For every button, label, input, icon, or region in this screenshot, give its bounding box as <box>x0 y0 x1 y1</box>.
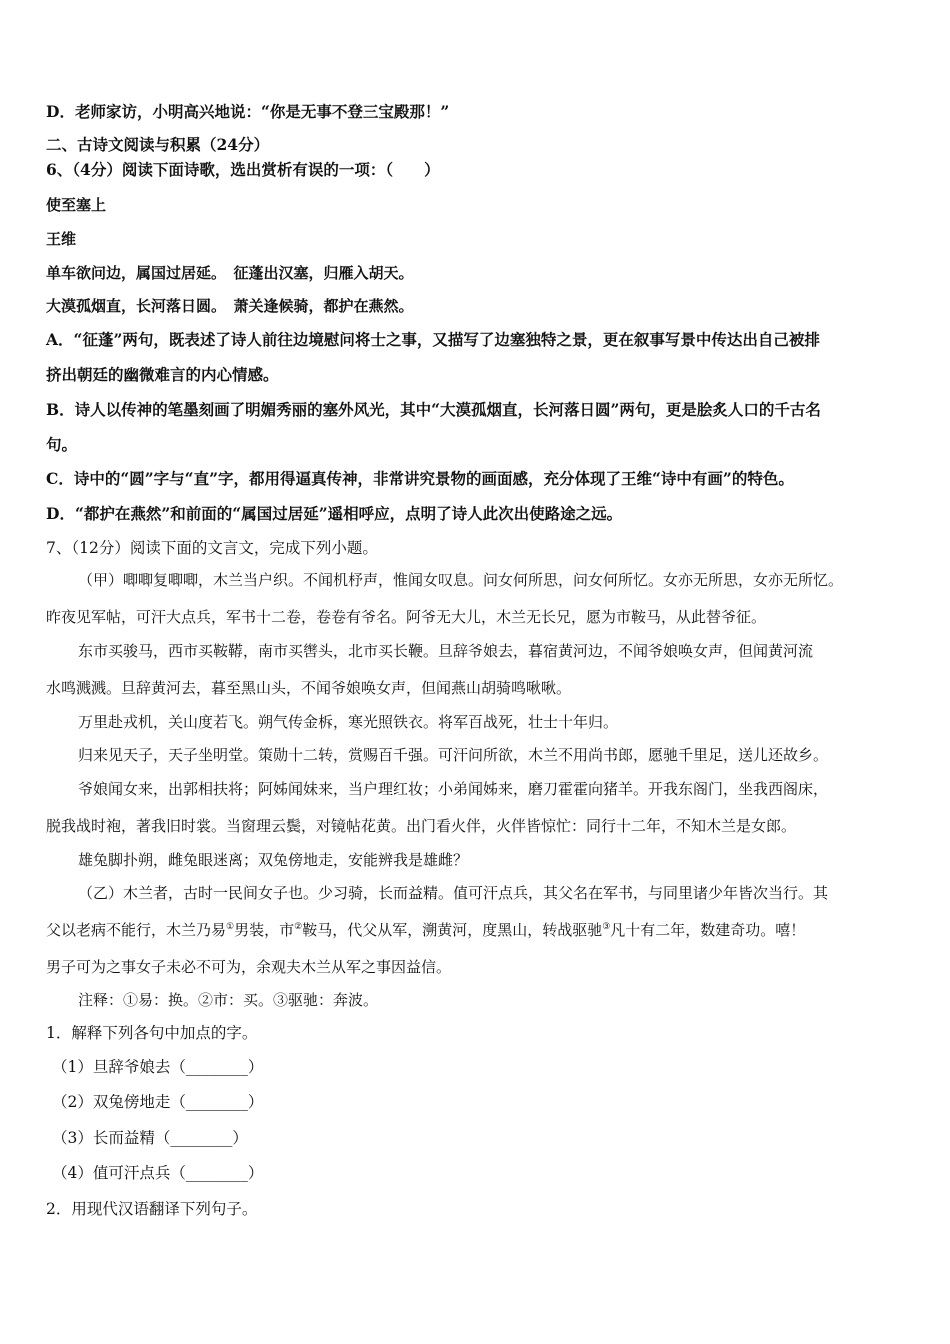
jia-p5-line1: 爷娘闻女来，出郭相扶将；阿姊闻妹来，当户理红妆；小弟闻姊来，磨刀霍霍向猪羊。开我东阁门，坐我西阁床， <box>78 780 829 798</box>
poem-author: 王维 <box>46 230 77 248</box>
jia-p2-line2: 水鸣溅溅。旦辞黄河去，暮至黑山头，不闻爷娘唤女声，但闻燕山胡骑鸣啾啾。 <box>46 679 572 697</box>
poem-title: 使至塞上 <box>46 196 107 214</box>
q6-option-d: D．“都护在燕然”和前面的“属国过居延”遥相呼应，点明了诗人此次出使路途之远。 <box>46 504 623 523</box>
jia-p2-line1: 东市买骏马，西市买鞍鞯，南市买辔头，北市买长鞭。旦辞爷娘去，暮宿黄河边，不闻爷娘唤女声，但闻黄河流 <box>78 642 814 660</box>
q6-stem <box>46 159 910 181</box>
q7-stem: 7、（12分）阅读下面的文言文，完成下列小题。 <box>46 539 378 557</box>
yi-line1: （乙）木兰者，古时一民间女子也。少习骑，长而益精。值可汗点兵，其父名在军书，与同里诸少年皆次当行。其 <box>78 884 829 902</box>
sub1-item-3: （3）长而益精（________） <box>52 1129 248 1147</box>
annotation-notes: 注释：①易：换。②市：买。③驱驰：奔波。 <box>78 991 379 1009</box>
yi-line2-part1: 父以老病不能行，木兰乃易 <box>46 921 227 939</box>
sub2-prompt: 2．用现代汉语翻译下列句子。 <box>46 1200 258 1218</box>
jia-p1-line2: 昨夜见军帖，可汗大点兵，军书十二卷，卷卷有爷名。阿爷无大儿，木兰无长兄，愿为市鞍马，从此替爷征。 <box>46 608 767 626</box>
yi-line2-part4: 凡十有二年，数建奇功。嘻！ <box>610 921 806 939</box>
sub1-item-1: （1）旦辞爷娘去（________） <box>52 1058 264 1076</box>
q6-option-a-line2: 挤出朝廷的幽微难言的内心情感。 <box>46 365 279 384</box>
jia-p3: 万里赴戎机，关山度若飞。朔气传金柝，寒光照铁衣。将军百战死，壮士十年归。 <box>78 713 619 731</box>
yi-line2-part2: 男装，市 <box>234 921 295 939</box>
poem-line-1: 单车欲问边，属国过居延。 征蓬出汉塞，归雁入胡天。 <box>46 264 414 282</box>
footnote-mark-3: ③ <box>602 922 611 932</box>
q6-stem-text: 6、（4分）阅读下面诗歌，选出赏析有误的一项：（ ） <box>46 160 440 179</box>
footnote-mark-2: ② <box>294 922 303 932</box>
jia-p5-line2: 脱我战时袍，著我旧时裳。当窗理云鬓，对镜帖花黄。出门看火伴，火伴皆惊忙：同行十二年，不知木兰是女郎。 <box>46 817 797 835</box>
jia-p4: 归来见天子，天子坐明堂。策勋十二转，赏赐百千强。可汗问所欲，木兰不用尚书郎，愿驰千里足，送儿还故乡。 <box>78 746 829 764</box>
q6-option-a-line1: A．“征蓬”两句，既表述了诗人前往边境慰问将士之事，又描写了边塞独特之景，更在叙事写景中传达出自己被排 <box>46 330 820 349</box>
q6-option-c: C．诗中的“圆”字与“直”字，都用得逼真传神，非常讲究景物的画面感，充分体现了王维“诗中有画”的特色。 <box>46 469 794 488</box>
q6-option-b-line1: B．诗人以传神的笔墨刻画了明媚秀丽的塞外风光，其中“大漠孤烟直，长河落日圆”两句，更是脍炙人口的千古名 <box>46 400 821 419</box>
q6-option-b-line2: 句。 <box>46 435 78 454</box>
yi-line2 <box>46 919 910 941</box>
sub1-prompt: 1．解释下列各句中加点的字。 <box>46 1024 258 1042</box>
poem-line-2: 大漠孤烟直，长河落日圆。 萧关逢候骑，都护在燕然。 <box>46 297 414 315</box>
yi-line3: 男子可为之事女子未必不可为，余观夫木兰从军之事因益信。 <box>46 958 452 976</box>
sub1-item-2: （2）双兔傍地走（________） <box>52 1093 264 1111</box>
footnote-mark-1: ① <box>226 922 235 932</box>
q5-option-d: D．老师家访，小明高兴地说：“你是无事不登三宝殿那！” <box>46 102 450 121</box>
jia-p6: 雄兔脚扑朔，雌兔眼迷离；双兔傍地走，安能辨我是雄雌？ <box>78 851 469 869</box>
section2-heading: 二、古诗文阅读与积累（24分） <box>46 135 270 154</box>
jia-p1-line1: （甲）唧唧复唧唧，木兰当户织。不闻机杼声，惟闻女叹息。问女何所思，问女何所忆。女亦无所思，女亦无所忆。 <box>78 571 844 589</box>
yi-line2-part3: 鞍马，代父从军，溯黄河，度黑山，转战驱驰 <box>302 921 603 939</box>
sub1-item-4: （4）值可汗点兵（________） <box>52 1164 264 1182</box>
